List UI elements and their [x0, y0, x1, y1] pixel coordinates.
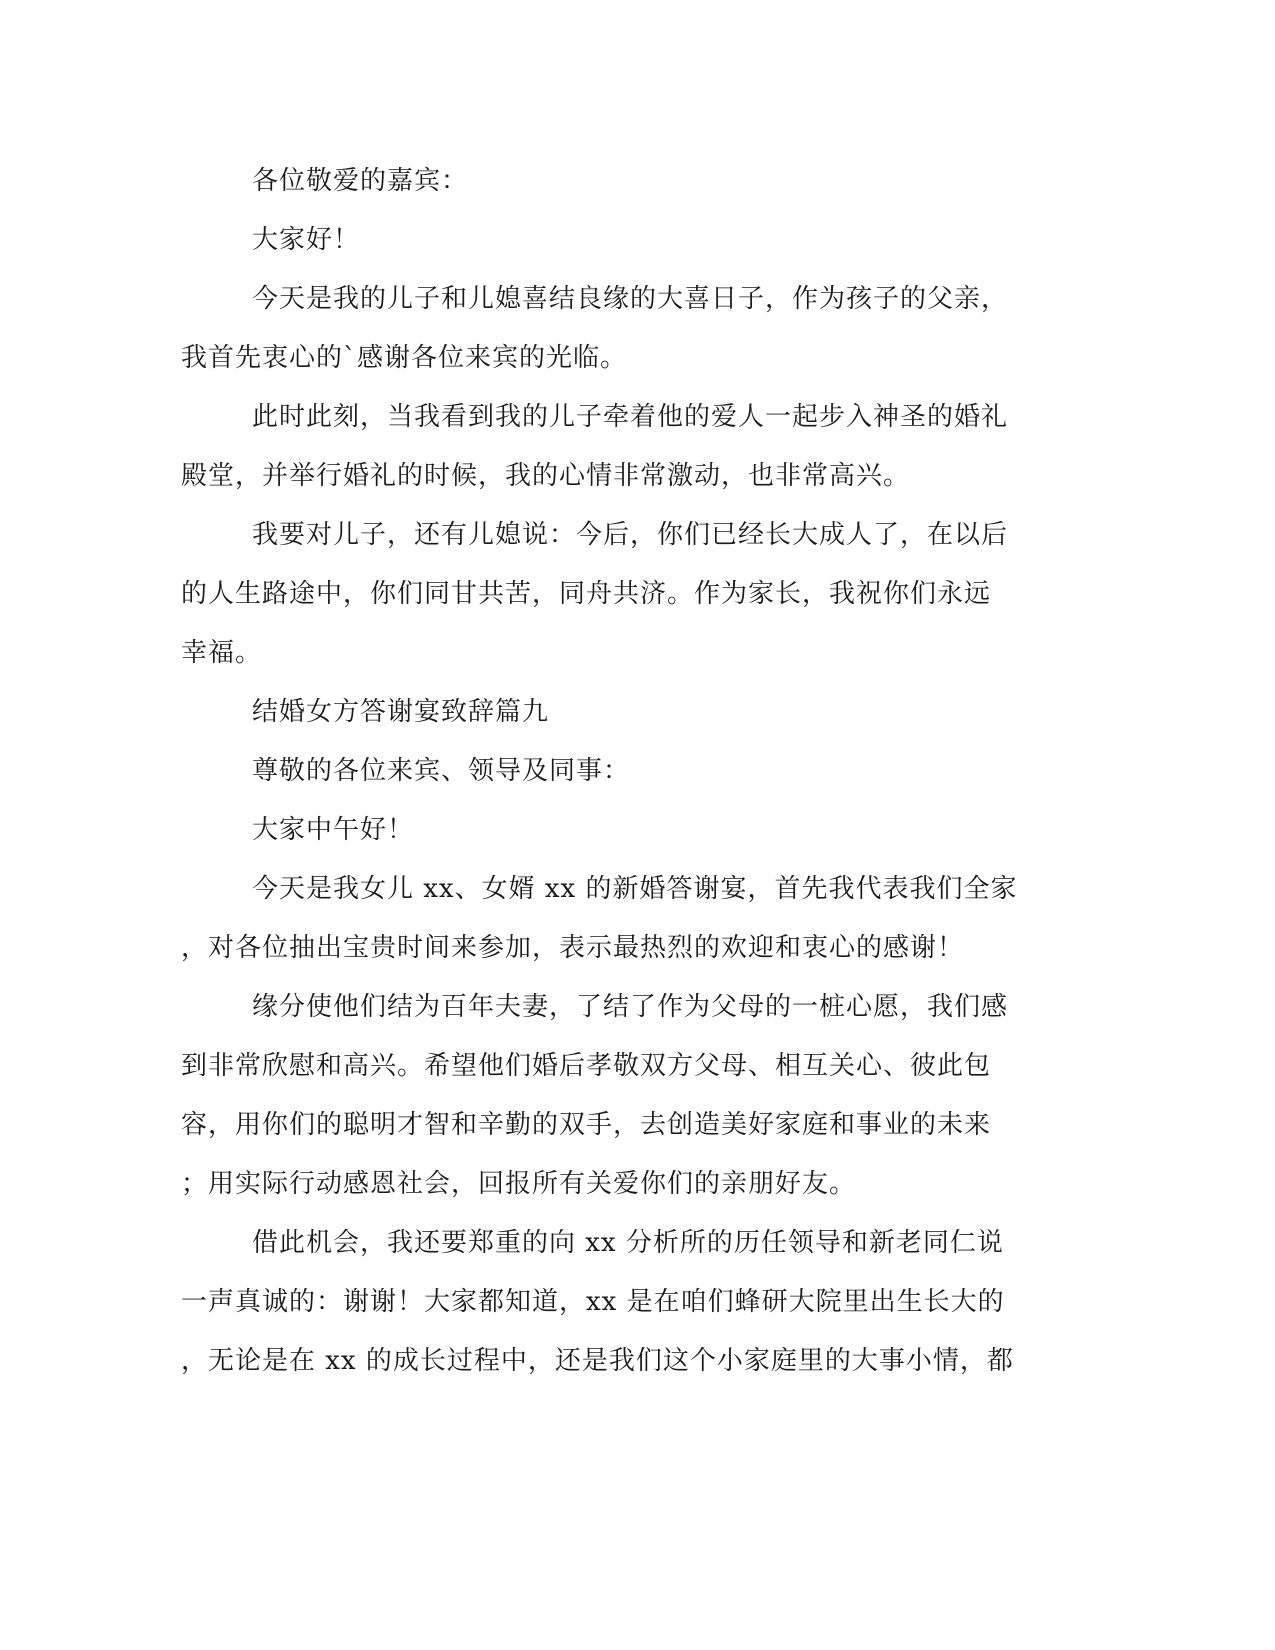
paragraph-line: 殿堂，并举行婚礼的时候，我的心情非常激动，也非常高兴。: [181, 461, 911, 491]
paragraph-line: 容，用你们的聪明才智和辛勤的双手，去创造美好家庭和事业的未来: [181, 1110, 992, 1140]
paragraph-line: 我首先衷心的`感谢各位来宾的光临。: [181, 343, 628, 373]
paragraph-line: ，对各位抽出宝贵时间来参加，表示最热烈的欢迎和衷心的感谢！: [181, 933, 965, 963]
paragraph-line: 我要对儿子，还有儿媳说：今后，你们已经长大成人了，在以后: [252, 520, 1009, 550]
paragraph-line: 今天是我的儿子和儿媳喜结良缘的大喜日子，作为孩子的父亲，: [252, 284, 1009, 314]
paragraph-line: 此时此刻，当我看到我的儿子牵着他的爱人一起步入神圣的婚礼: [252, 402, 1009, 432]
paragraph-line: 的人生路途中，你们同甘共苦，同舟共济。作为家长，我祝你们永远: [181, 579, 992, 609]
paragraph-line: ；用实际行动感恩社会，回报所有关爱你们的亲朋好友。: [181, 1169, 857, 1199]
paragraph-line: ，无论是在 xx 的成长过程中，还是我们这个小家庭里的大事小情，都: [181, 1346, 1014, 1376]
greeting: 大家好！: [252, 225, 361, 255]
paragraph-line: 今天是我女儿 xx、女婿 xx 的新婚答谢宴，首先我代表我们全家: [252, 874, 1018, 904]
salutation: 各位敬爱的嘉宾：: [252, 166, 469, 196]
paragraph-line: 缘分使他们结为百年夫妻，了结了作为父母的一桩心愿，我们感: [252, 992, 1009, 1022]
paragraph-line: 幸福。: [181, 638, 263, 668]
paragraph-line: 一声真诚的：谢谢！大家都知道，xx 是在咱们蜂研大院里出生长大的: [181, 1287, 1005, 1317]
greeting: 大家中午好！: [252, 815, 415, 845]
section-heading: 结婚女方答谢宴致辞篇九: [252, 697, 550, 727]
salutation: 尊敬的各位来宾、领导及同事：: [252, 756, 631, 786]
paragraph-line: 借此机会，我还要郑重的向 xx 分析所的历任领导和新老同仁说: [252, 1228, 1004, 1258]
paragraph-line: 到非常欣慰和高兴。希望他们婚后孝敬双方父母、相互关心、彼此包: [181, 1051, 992, 1081]
